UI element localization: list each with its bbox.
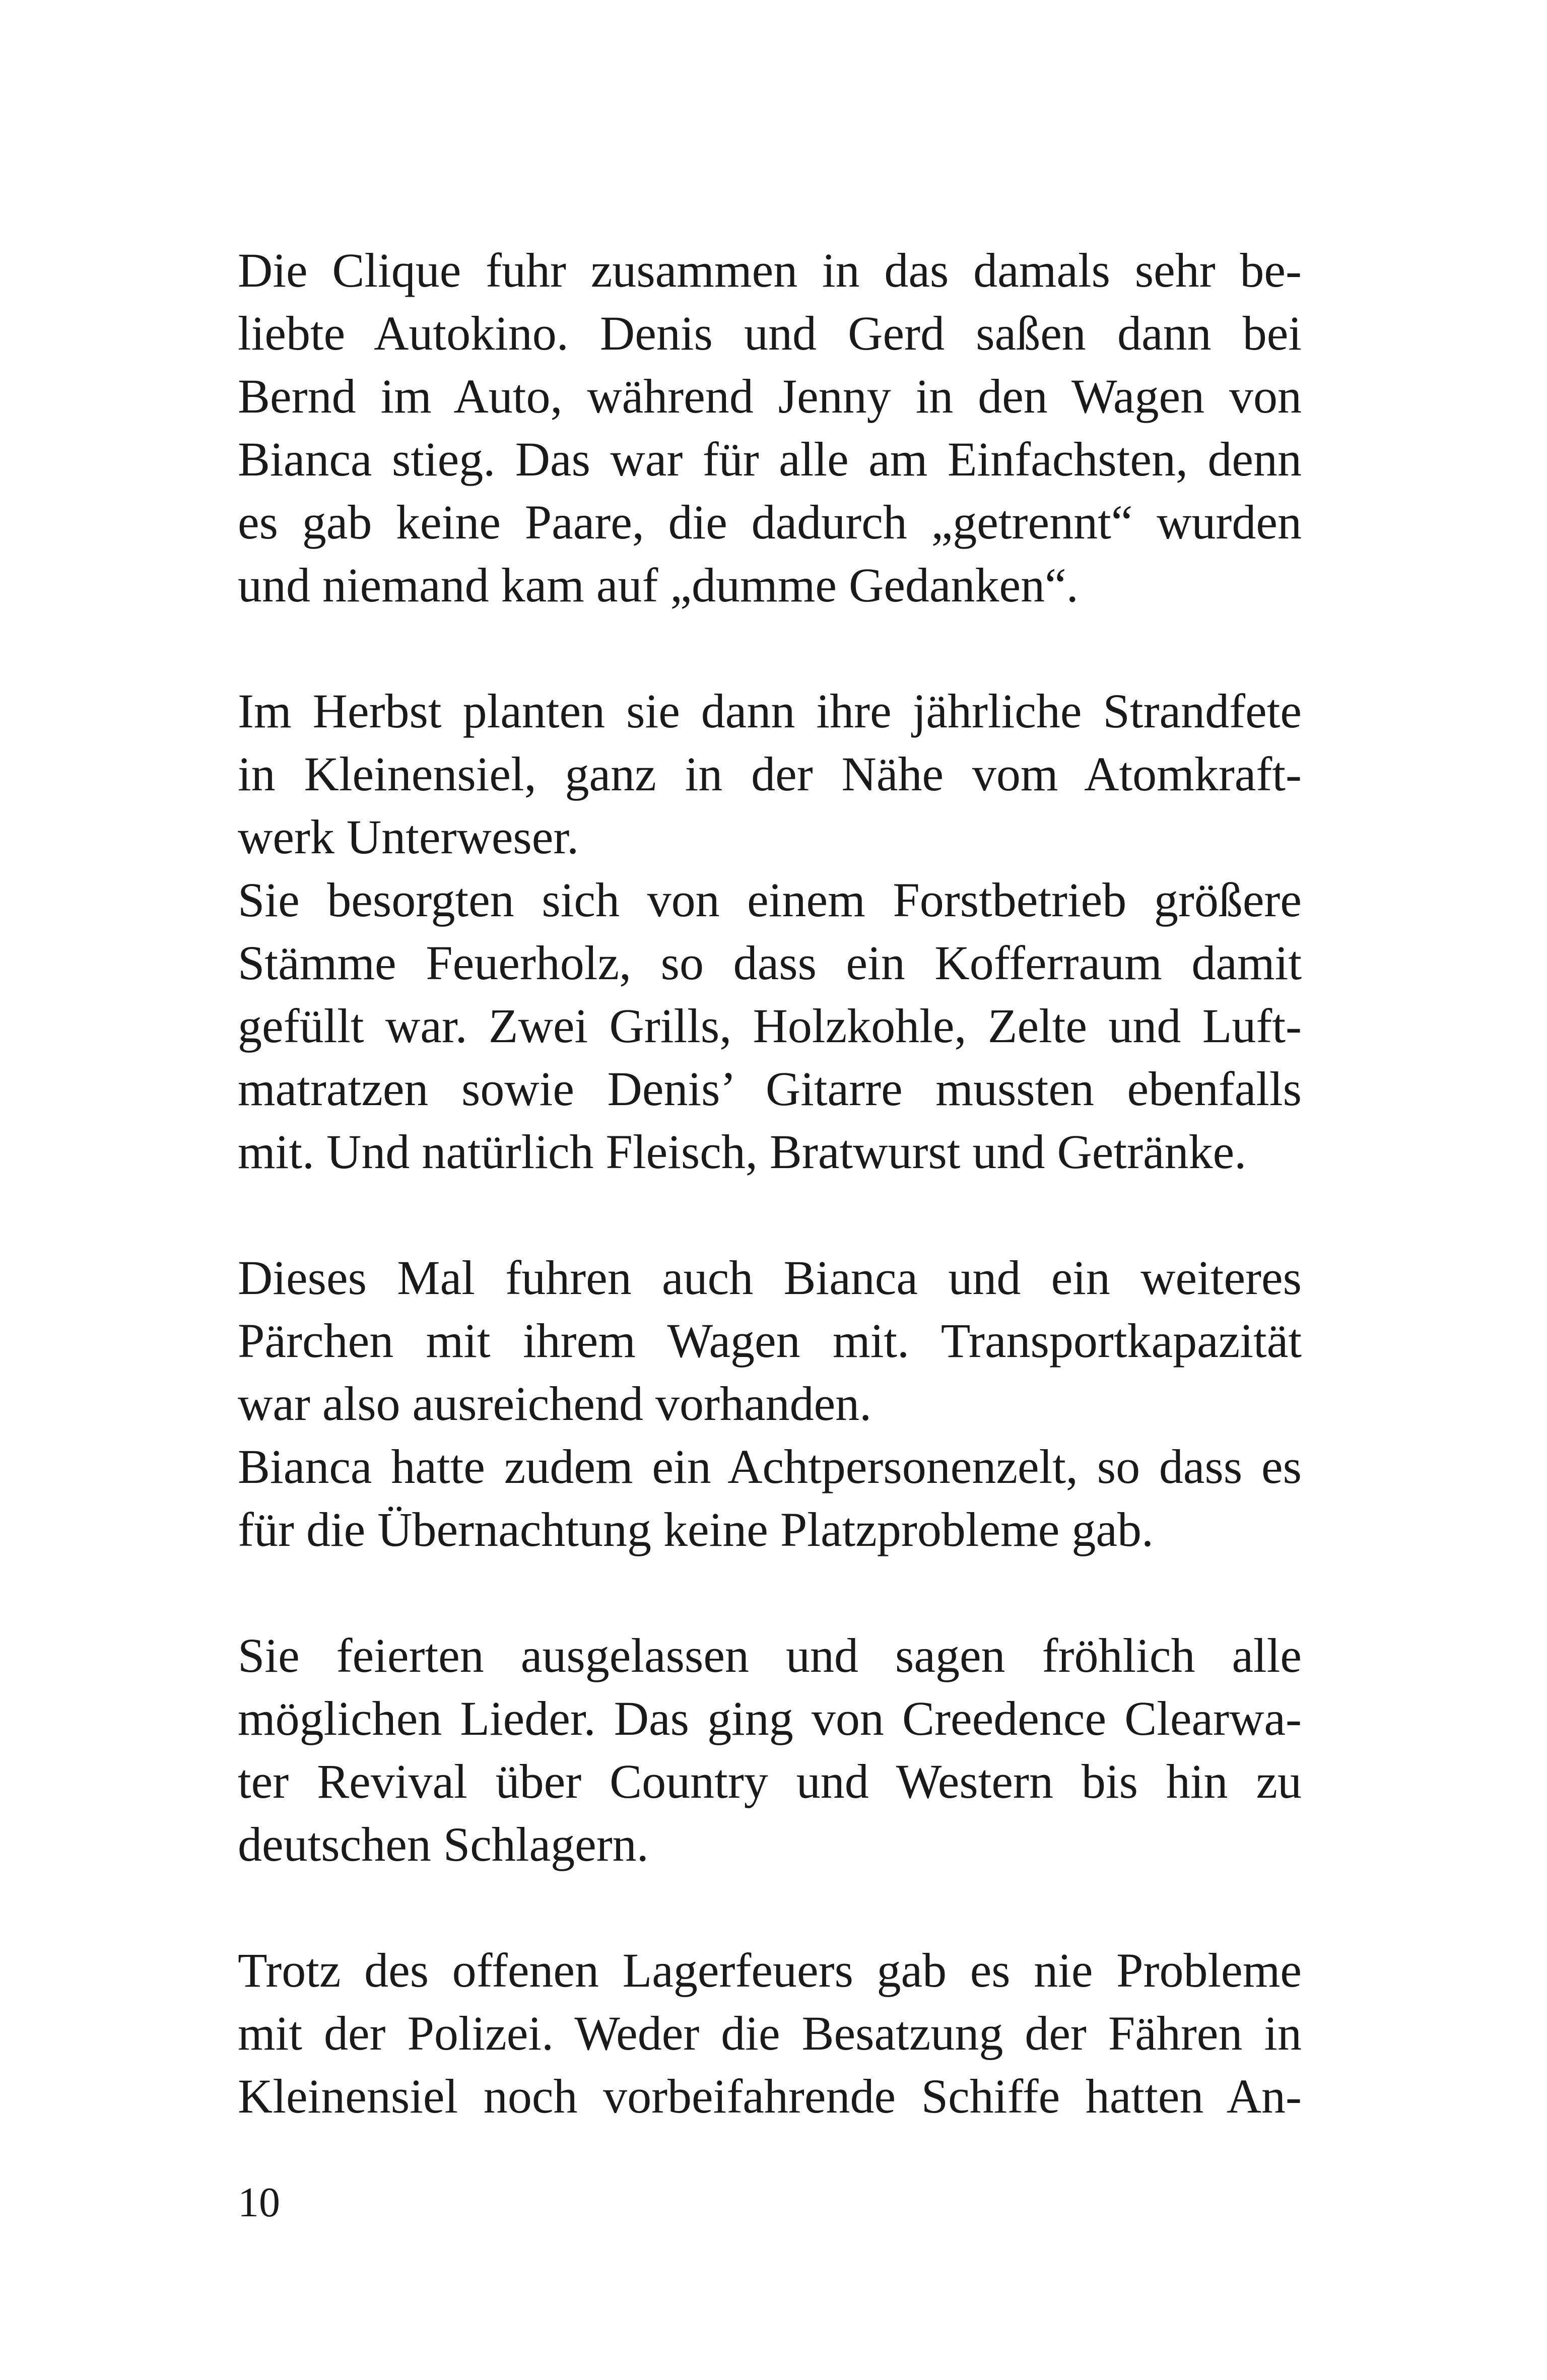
text-line: für die Übernachtung keine Platzprobleme gab. xyxy=(238,1503,1154,1556)
text-line: Sie feierten ausgelassen und sagen fröhlich alle xyxy=(238,1628,1302,1682)
text-line: ter Revival über Country und Western bis hin zu xyxy=(238,1754,1302,1808)
text-line: Bianca hatte zudem ein Achtpersonenzelt, so dass es xyxy=(238,1440,1302,1493)
text-line: Stämme Feuerholz, so dass ein Kofferraum damit xyxy=(238,936,1302,990)
text-line: möglichen Lieder. Das ging von Creedence Clearwa- xyxy=(238,1691,1302,1745)
text-line: Die Clique fuhr zusammen in das damals sehr be- xyxy=(238,243,1302,297)
text-line: Bianca stieg. Das war für alle am Einfachsten, denn xyxy=(238,432,1302,486)
text-line: Im Herbst planten sie dann ihre jährliche Strandfete xyxy=(238,684,1302,738)
text-line: werk Unterweser. xyxy=(238,810,579,864)
text-line: es gab keine Paare, die dadurch „getrennt“ wurden xyxy=(238,495,1302,549)
text-line: Kleinensiel noch vorbeifahrende Schiffe hatten An- xyxy=(238,2069,1302,2123)
text-line: in Kleinensiel, ganz in der Nähe vom Atomkraft- xyxy=(238,747,1302,801)
text-line: deutschen Schlagern. xyxy=(238,1817,649,1871)
text-line: Bernd im Auto, während Jenny in den Wagen von xyxy=(238,369,1302,423)
text-line: matratzen sowie Denis’ Gitarre mussten ebenfalls xyxy=(238,1062,1302,1116)
text-line: gefüllt war. Zwei Grills, Holzkohle, Zelte und Luft- xyxy=(238,999,1302,1053)
text-line: liebte Autokino. Denis und Gerd saßen dann bei xyxy=(238,306,1302,360)
text-line: mit. Und natürlich Fleisch, Bratwurst und Getränke. xyxy=(238,1125,1247,1179)
page-number: 10 xyxy=(238,2179,280,2226)
text-line: Sie besorgten sich von einem Forstbetrieb größere xyxy=(238,873,1302,927)
text-line: Trotz des offenen Lagerfeuers gab es nie Probleme xyxy=(238,1943,1302,1997)
text-line: und niemand kam auf „dumme Gedanken“. xyxy=(238,558,1079,612)
text-line: mit der Polizei. Weder die Besatzung der Fähren in xyxy=(238,2006,1302,2060)
text-line: Dieses Mal fuhren auch Bianca und ein weiteres xyxy=(238,1251,1302,1305)
text-line: Pärchen mit ihrem Wagen mit. Transportkapazität xyxy=(238,1314,1302,1368)
text-line: war also ausreichend vorhanden. xyxy=(238,1377,872,1431)
